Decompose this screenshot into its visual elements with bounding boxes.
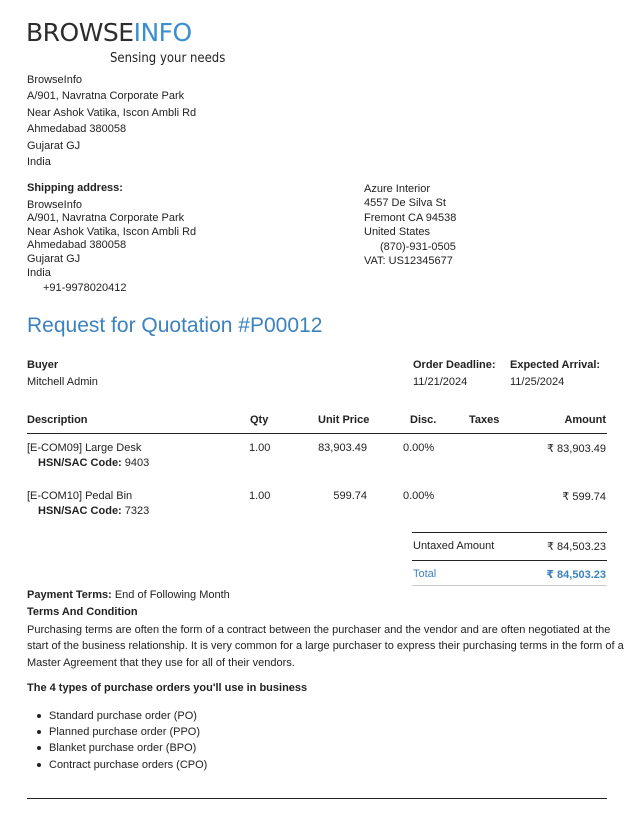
company-logo: BROWSEINFO xyxy=(26,18,192,47)
address-line: India xyxy=(27,156,51,169)
address-line: A/901, Navratna Corporate Park xyxy=(27,212,185,225)
po-types-list xyxy=(27,708,207,773)
row-disc: 0.00% xyxy=(403,442,435,454)
row-unit-price: 83,903.49 xyxy=(318,442,367,454)
row-description: [E-COM10] Pedal Bin xyxy=(27,490,133,502)
vendor-line: Fremont CA 94538 xyxy=(364,211,457,224)
company-address xyxy=(27,72,196,170)
row-qty: 1.00 xyxy=(249,490,271,502)
address-line: Near Ashok Vatika, Iscon Ambli Rd xyxy=(27,225,197,238)
row-qty: 1.00 xyxy=(249,442,271,454)
buyer-label: Buyer xyxy=(27,359,59,371)
col-unit-price: Unit Price xyxy=(318,414,370,426)
list-item: Standard purchase order (PO) xyxy=(27,708,207,724)
totals-divider xyxy=(412,532,607,533)
row-unit-price: 599.74 xyxy=(333,490,367,502)
row-description: [E-COM09] Large Desk xyxy=(27,442,142,454)
col-qty: Qty xyxy=(250,414,269,426)
address-line: A/901, Navratna Corporate Park xyxy=(27,90,185,103)
list-item: Planned purchase order (PPO) xyxy=(27,724,207,740)
vendor-address xyxy=(364,182,456,268)
arrival-value: 11/25/2024 xyxy=(510,376,565,388)
row-amount: ₹ 599.74 xyxy=(562,491,606,503)
vendor-line: United States xyxy=(364,226,431,239)
vendor-line: Azure Interior xyxy=(364,183,431,195)
row-disc: 0.00% xyxy=(403,490,435,502)
vendor-vat: VAT: US12345677 xyxy=(364,255,453,268)
terms-paragraph: Purchasing terms are often the form of a contract between the purchaser and the vendor and are often negotiated at the start of the business relationship. It is very common for a large purchaser to express their purchasing terms in the form of a Master Agreement that they use for all of their vendors. xyxy=(27,624,624,669)
payment-terms: Payment Terms: End of Following Month xyxy=(27,589,230,601)
shipping-label: Shipping address: xyxy=(27,182,123,194)
shipping-address xyxy=(27,182,196,296)
col-taxes: Taxes xyxy=(469,414,500,426)
row-hsn: HSN/SAC Code: 7323 xyxy=(38,505,150,517)
total-divider xyxy=(412,560,607,561)
buyer-value: Mitchell Admin xyxy=(27,376,98,388)
address-line: Near Ashok Vatika, Iscon Ambli Rd xyxy=(27,106,197,119)
untaxed-label: Untaxed Amount xyxy=(413,540,495,552)
deadline-value: 11/21/2024 xyxy=(413,376,468,388)
total-value: ₹ 84,503.23 xyxy=(546,569,606,581)
col-description: Description xyxy=(27,414,88,426)
total-bottom-divider xyxy=(412,585,607,586)
address-line: Ahmedabad 380058 xyxy=(27,123,127,136)
vendor-phone: (870)-931-0505 xyxy=(380,240,456,253)
shipping-phone: +91-9978020412 xyxy=(43,282,127,295)
col-amount: Amount xyxy=(564,414,606,426)
address-line: BrowseInfo xyxy=(27,74,83,86)
row-hsn: HSN/SAC Code: 9403 xyxy=(38,457,150,469)
po-types-heading: The 4 types of purchase orders you'll use in business xyxy=(27,682,308,694)
page-title: Request for Quotation #P00012 xyxy=(27,314,323,337)
address-line: India xyxy=(27,266,51,279)
address-line: Gujarat GJ xyxy=(27,139,81,152)
untaxed-value: ₹ 84,503.23 xyxy=(547,541,606,553)
list-item: Blanket purchase order (BPO) xyxy=(27,740,207,756)
list-item: Contract purchase orders (CPO) xyxy=(27,757,207,773)
address-line: Gujarat GJ xyxy=(27,252,81,265)
address-line: Ahmedabad 380058 xyxy=(27,239,127,252)
total-label: Total xyxy=(413,568,437,580)
address-line: BrowseInfo xyxy=(27,198,83,211)
table-header-divider xyxy=(27,433,607,434)
footer-divider xyxy=(27,798,607,799)
vendor-line: 4557 De Silva St xyxy=(364,197,446,210)
col-disc: Disc. xyxy=(410,414,437,426)
logo-tagline: Sensing your needs xyxy=(110,51,226,66)
terms-heading: Terms And Condition xyxy=(27,606,138,618)
deadline-label: Order Deadline: xyxy=(413,359,496,371)
row-amount: ₹ 83,903.49 xyxy=(547,443,606,455)
arrival-label: Expected Arrival: xyxy=(510,359,601,371)
